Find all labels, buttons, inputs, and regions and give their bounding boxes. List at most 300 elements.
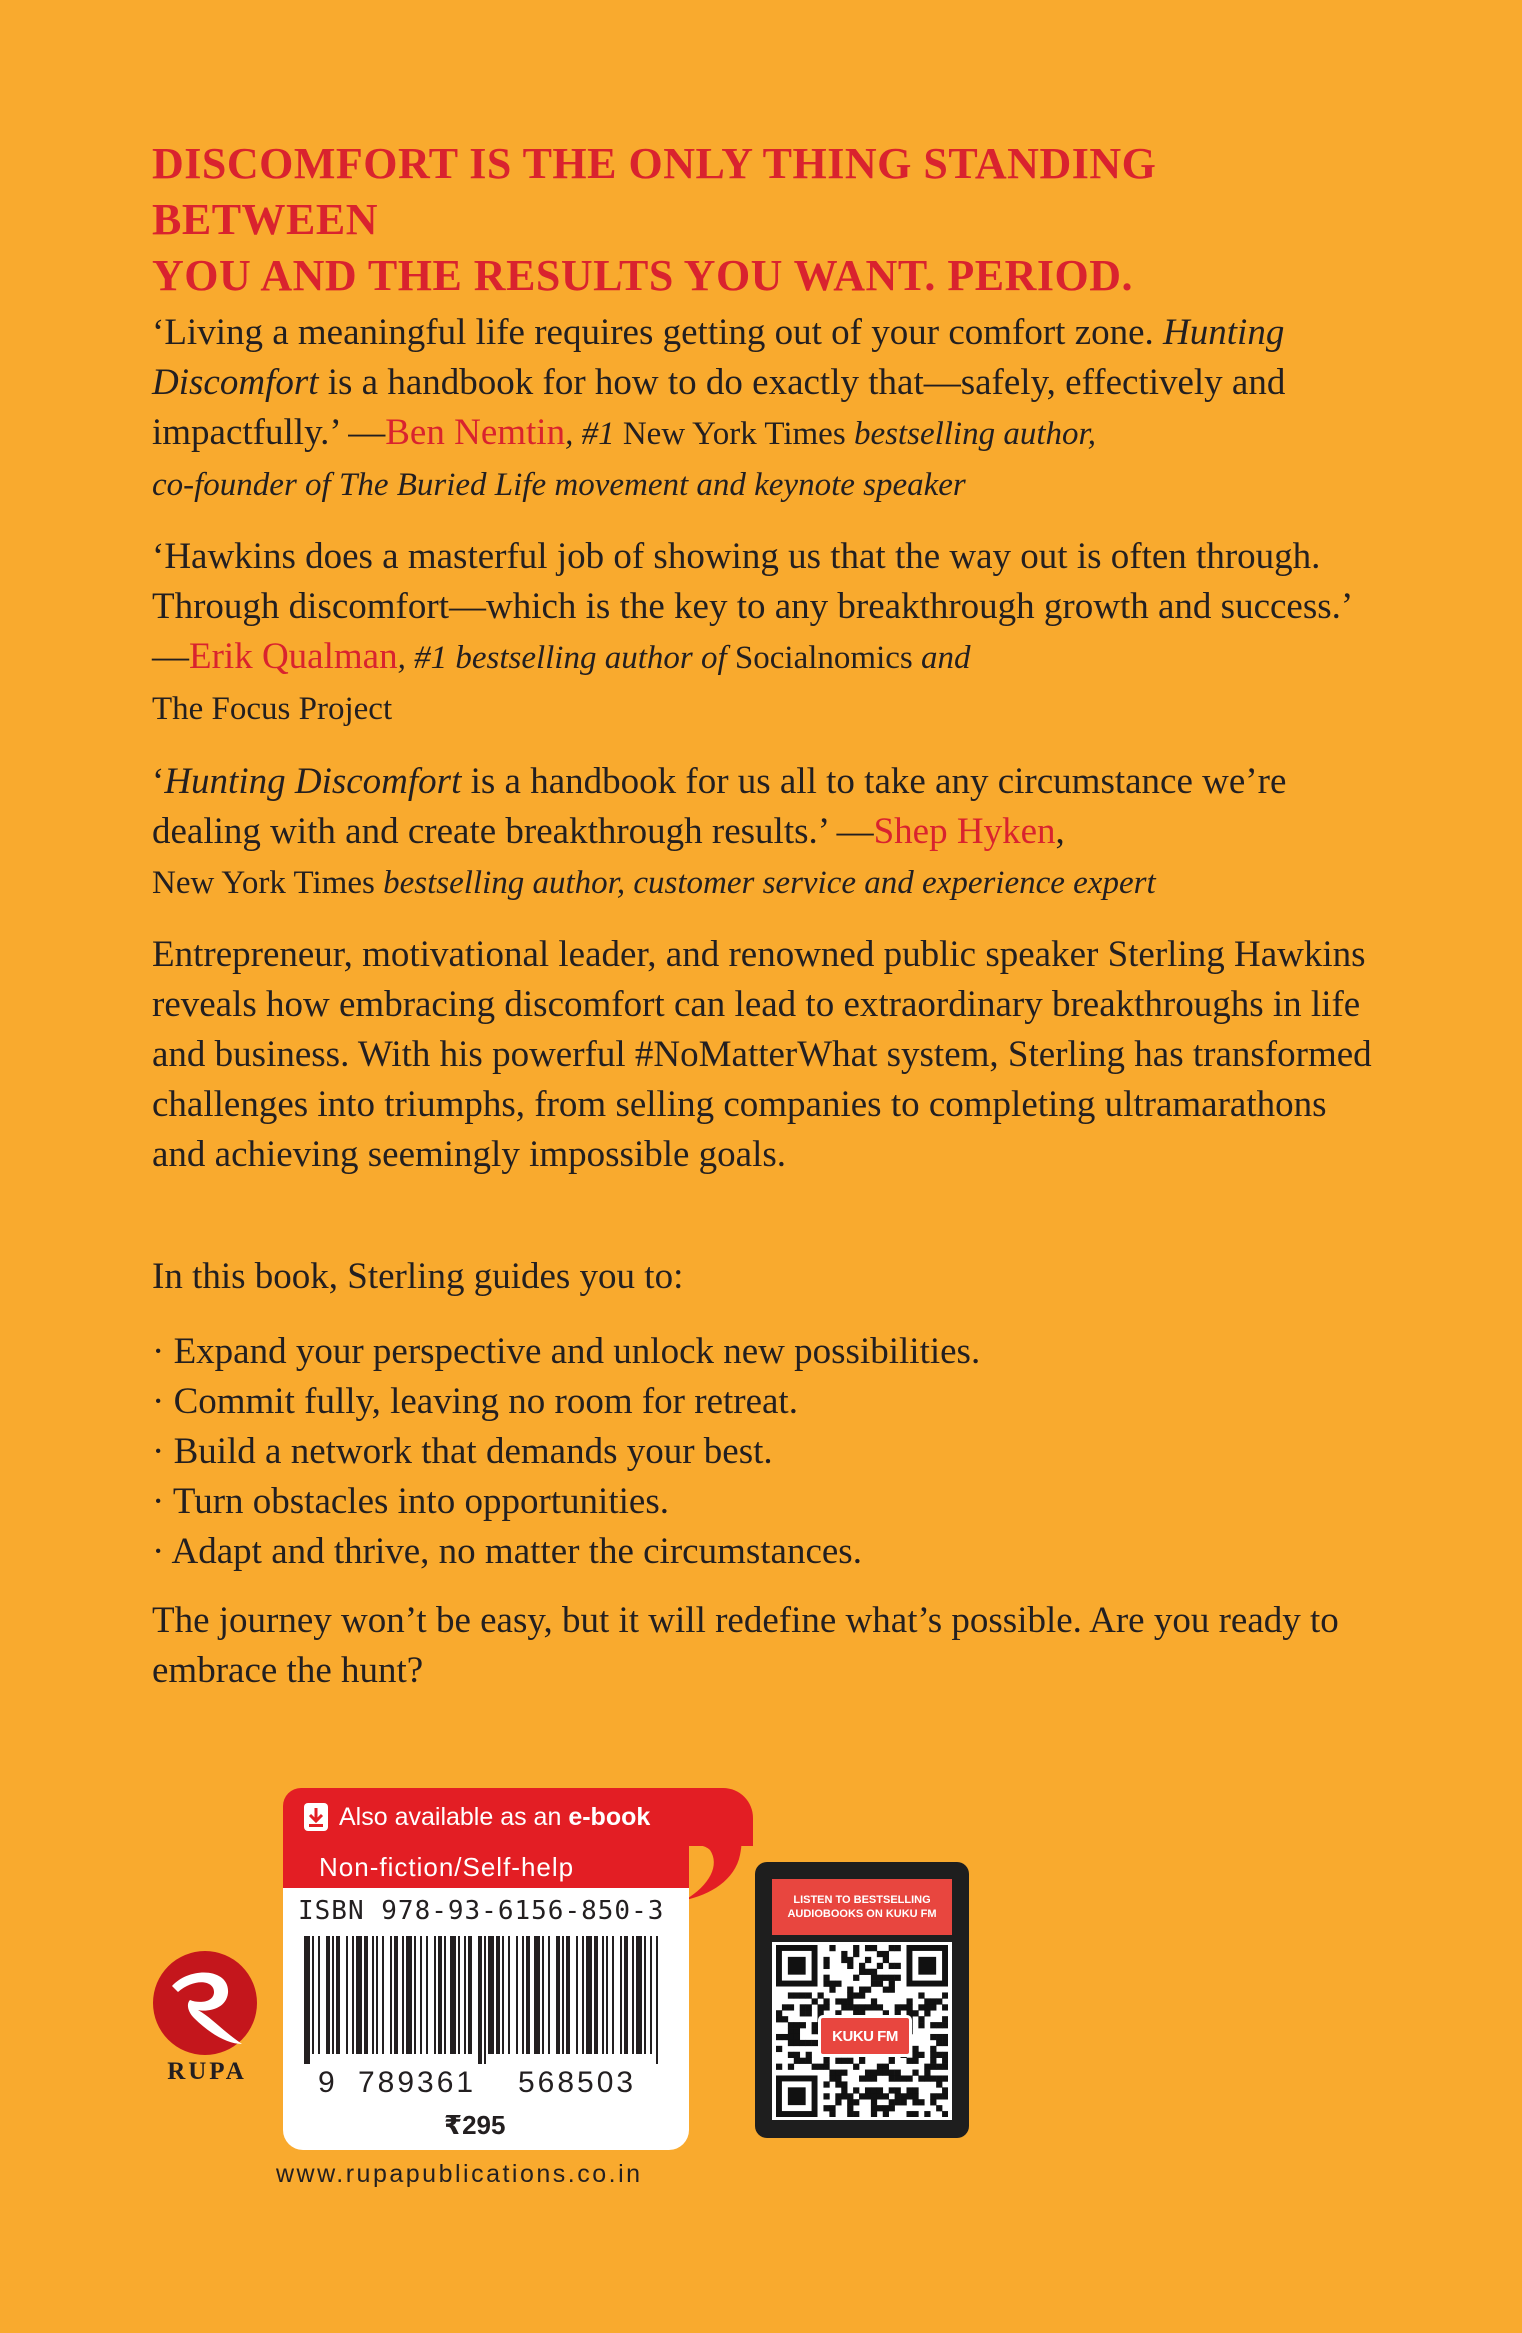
barcode-bar	[426, 1936, 428, 2054]
qr-module	[841, 2087, 847, 2093]
qr-module	[800, 2022, 806, 2028]
qr-module	[853, 2099, 859, 2105]
qr-module	[930, 2034, 936, 2040]
qr-module	[841, 2004, 847, 2010]
qr-module	[835, 1998, 841, 2004]
qr-module	[883, 2111, 889, 2117]
barcode-bar	[304, 1936, 310, 2064]
qr-module	[942, 2052, 948, 2058]
barcode-bar	[312, 1936, 314, 2054]
qr-module	[895, 2075, 901, 2081]
qr-module	[806, 2010, 812, 2016]
barcode-bar	[582, 1936, 584, 2054]
qr-finder	[918, 1957, 936, 1975]
quote-text: is a handbook for how to do exactly that—safely, effectively and impactfully.’ —	[152, 362, 1286, 453]
price: ₹295	[444, 2110, 506, 2140]
qr-module	[853, 1975, 859, 1981]
qr-module	[942, 2034, 948, 2040]
barcode-bar	[464, 1936, 466, 2054]
qr-module	[823, 2058, 829, 2064]
publisher-name: RUPA	[167, 2058, 247, 2085]
qr-module	[936, 2052, 942, 2058]
qr-module	[847, 1987, 853, 1993]
qr-module	[877, 2105, 883, 2111]
qr-module	[800, 2040, 806, 2046]
qr-module	[912, 2099, 918, 2105]
barcode-bar	[526, 1936, 530, 2054]
barcode-bar	[468, 1936, 472, 2054]
qr-module	[829, 1945, 835, 1951]
qr-module	[853, 2064, 859, 2070]
qr-module	[924, 2004, 930, 2010]
qr-module	[942, 2087, 948, 2093]
qr-module	[776, 2010, 782, 2016]
qr-module	[865, 2004, 871, 2010]
quote-text: is a handbook for us all to take any circumstance we’re dealing with and create breakthrough results.’ —	[152, 761, 1287, 852]
qr-module	[924, 2070, 930, 2076]
qr-module	[865, 1969, 871, 1975]
qr-module	[877, 1951, 883, 1957]
headline-line-2: YOU AND THE RESULTS YOU WANT. PERIOD.	[152, 251, 1134, 300]
qr-module	[847, 2004, 853, 2010]
qr-module	[912, 2052, 918, 2058]
qr-module	[930, 2052, 936, 2058]
category-label: Non-fiction/Self-help	[283, 1846, 689, 1888]
barcode-bar	[406, 1936, 412, 2054]
qr-module	[877, 2093, 883, 2099]
qr-module	[841, 2070, 847, 2076]
barcode-bar	[478, 1936, 482, 2064]
author-credential: and	[912, 640, 971, 676]
qr-module	[865, 2070, 871, 2076]
barcode-bar	[516, 1936, 518, 2054]
qr-module	[847, 1957, 853, 1963]
qr-module	[818, 2064, 824, 2070]
qr-module	[841, 1951, 847, 1957]
barcode-bar	[444, 1936, 446, 2054]
qr-module	[865, 1957, 871, 1963]
book-description: Entrepreneur, motivational leader, and renowned public speaker Sterling Hawkins reveals how embracing discomfort can lead to extraordinary breakthroughs in life and business. With his powerful #NoMatterWhat system, Sterling has transformed challenges into triumphs, from selling companies to completing ultramarathons and achieving seemingly impossible goals.	[152, 934, 1372, 1175]
qr-module	[800, 2004, 806, 2010]
qr-module	[806, 2040, 812, 2046]
qr-module	[942, 2075, 948, 2081]
qr-module	[924, 2111, 930, 2117]
qr-module	[829, 2070, 835, 2076]
qr-module	[930, 1998, 936, 2004]
author-credential: bestselling author, customer service and experience expert	[383, 865, 1156, 901]
qr-module	[794, 2022, 800, 2028]
ebook-text	[339, 1803, 650, 1832]
barcode-bar	[594, 1936, 598, 2054]
qr-module	[912, 2070, 918, 2076]
qr-module	[895, 2093, 901, 2099]
qr-module	[823, 2093, 829, 2099]
qr-module	[788, 1992, 794, 1998]
list-item: · Build a network that demands your best.	[152, 1431, 773, 1472]
barcode-bar	[644, 1936, 646, 2054]
qr-module	[812, 2064, 818, 2070]
qr-module	[788, 2064, 794, 2070]
qr-module	[865, 2093, 871, 2099]
qr-module	[906, 2058, 912, 2064]
qr-module	[895, 2099, 901, 2105]
qr-module	[895, 2004, 901, 2010]
barcode-bar	[502, 1936, 504, 2054]
qr-module	[918, 2004, 924, 2010]
qr-module	[859, 2004, 865, 2010]
qr-module	[877, 2064, 883, 2070]
qr-module	[859, 2058, 865, 2064]
qr-module	[835, 2058, 841, 2064]
qr-module	[877, 2087, 883, 2093]
qr-module	[871, 2075, 877, 2081]
qr-module	[936, 2040, 942, 2046]
barcode-bar	[420, 1936, 422, 2054]
qr-module	[823, 1963, 829, 1969]
qr-module	[794, 2052, 800, 2058]
barcode-bar	[576, 1936, 578, 2054]
barcode-bar	[566, 1936, 570, 2054]
barcode-digits-right: 568503	[518, 2066, 637, 2099]
qr-module	[883, 1957, 889, 1963]
qr-module	[847, 2099, 853, 2105]
qr-module	[812, 2022, 818, 2028]
qr-module	[853, 2004, 859, 2010]
author-credential: , #1	[565, 416, 623, 452]
qr-module	[871, 1981, 877, 1987]
qr-finder	[788, 2087, 806, 2105]
qr-module	[924, 1998, 930, 2004]
barcode-bar	[542, 1936, 544, 2054]
barcode-bar	[612, 1936, 614, 2054]
qr-module	[901, 2093, 907, 2099]
qr-module	[794, 2034, 800, 2040]
qr-module	[901, 2004, 907, 2010]
qr-module	[776, 2064, 782, 2070]
qr-module	[883, 2070, 889, 2076]
qr-module	[823, 2105, 829, 2111]
qr-module	[806, 2004, 812, 2010]
qr-module	[823, 1957, 829, 1963]
bullets-intro: In this book, Sterling guides you to:	[152, 1256, 684, 1297]
qr-module	[788, 2040, 794, 2046]
qr-module	[776, 2046, 782, 2052]
quote-author: Ben Nemtin	[385, 412, 566, 453]
barcode-bar	[632, 1936, 634, 2054]
qr-module	[841, 2081, 847, 2087]
barcode-bar	[508, 1936, 510, 2054]
qr-module	[871, 1945, 877, 1951]
qr-module	[847, 1992, 853, 1998]
qr-module	[912, 2093, 918, 2099]
qr-module	[901, 2075, 907, 2081]
qr-module	[853, 2087, 859, 2093]
ebook-prefix: Also available as an	[339, 1802, 569, 1831]
qr-module	[936, 1998, 942, 2004]
qr-module	[912, 2010, 918, 2016]
qr-module	[936, 2022, 942, 2028]
headline-line-1: DISCOMFORT IS THE ONLY THING STANDING BETWEEN	[152, 139, 1157, 244]
qr-module	[800, 1992, 806, 1998]
qr-module	[883, 1951, 889, 1957]
qr-module	[912, 2087, 918, 2093]
qr-module	[871, 2093, 877, 2099]
qr-module	[918, 2099, 924, 2105]
barcode-bar	[352, 1936, 354, 2054]
qr-module	[800, 2010, 806, 2016]
qr-module	[930, 2046, 936, 2052]
qr-module	[812, 1998, 818, 2004]
barcode-bar	[602, 1936, 604, 2054]
qr-module	[859, 1992, 865, 1998]
barcode-digit-first: 9	[318, 2066, 335, 2099]
barcode-bar	[382, 1936, 384, 2054]
rupa-logo-icon	[150, 1948, 260, 2058]
qr-module	[889, 1975, 895, 1981]
qr-module	[853, 1945, 859, 1951]
barcode-bar	[656, 1936, 658, 2064]
qr-module	[883, 2105, 889, 2111]
qr-module	[847, 2093, 853, 2099]
qr-module	[906, 2075, 912, 2081]
qr-module	[853, 1951, 859, 1957]
qr-module	[871, 2111, 877, 2117]
qr-module	[883, 2093, 889, 2099]
book-title: Hunting Discomfort	[164, 761, 462, 802]
qr-module	[847, 1963, 853, 1969]
qr-module	[936, 2064, 942, 2070]
qr-module	[794, 1992, 800, 1998]
qr-module	[823, 1981, 829, 1987]
barcode-bar	[438, 1936, 442, 2054]
qr-module	[865, 1987, 871, 1993]
barcode-bar	[562, 1936, 564, 2054]
qr-module	[835, 2099, 841, 2105]
barcode-bar	[326, 1936, 330, 2054]
qr-module	[906, 2004, 912, 2010]
barcode-bar	[606, 1936, 608, 2054]
barcode-bar	[332, 1936, 334, 2054]
barcode-bar	[488, 1936, 494, 2054]
qr-module	[865, 2087, 871, 2093]
barcode-bar	[650, 1936, 652, 2054]
qr-module	[788, 2022, 794, 2028]
qr-module	[906, 2087, 912, 2093]
qr-module	[877, 2004, 883, 2010]
qr-module	[942, 1992, 948, 1998]
qr-module	[782, 2016, 788, 2022]
qr-module	[930, 2058, 936, 2064]
qr-module	[918, 2016, 924, 2022]
qr-module	[823, 1975, 829, 1981]
list-item: · Turn obstacles into opportunities.	[152, 1481, 669, 1522]
qr-module	[895, 1975, 901, 1981]
publisher-website: www.rupapublications.co.in	[276, 2160, 643, 2188]
qr-module	[823, 1998, 829, 2004]
author-credential: , #1 bestselling author of	[397, 640, 735, 676]
qr-module	[889, 2105, 895, 2111]
quote-author: Shep Hyken	[873, 811, 1056, 852]
quote-erik-qualman	[152, 532, 1382, 734]
barcode-bar	[620, 1936, 622, 2054]
qr-module	[942, 2016, 948, 2022]
isbn: ISBN 978-93-6156-850-3	[298, 1896, 665, 1926]
qr-module	[865, 2075, 871, 2081]
barcode-bar	[534, 1936, 540, 2054]
barcode-bar	[556, 1936, 560, 2054]
qr-module	[906, 1998, 912, 2004]
qr-module	[835, 2075, 841, 2081]
qr-module	[889, 1981, 895, 1987]
list-item: · Commit fully, leaving no room for retreat.	[152, 1381, 798, 1422]
qr-module	[841, 2093, 847, 2099]
qr-module	[877, 1981, 883, 1987]
qr-module	[871, 2004, 877, 2010]
qr-module	[812, 2040, 818, 2046]
quote-author: Erik Qualman	[189, 636, 398, 677]
qr-module	[901, 2099, 907, 2105]
barcode-bar	[372, 1936, 374, 2054]
qr-module	[895, 2070, 901, 2076]
qr-module	[829, 2105, 835, 2111]
barcode-bar	[336, 1936, 340, 2054]
qr-module	[924, 2064, 930, 2070]
list-item: · Adapt and thrive, no matter the circumstances.	[152, 1531, 862, 1572]
author-credential: New York Times	[622, 416, 846, 452]
quote-ben-nemtin	[152, 308, 1382, 510]
qr-module	[871, 2099, 877, 2105]
qr-module	[794, 2040, 800, 2046]
qr-module	[782, 2034, 788, 2040]
qr-module	[942, 2040, 948, 2046]
qr-module	[823, 2064, 829, 2070]
qr-module	[806, 2058, 812, 2064]
qr-finder	[788, 1957, 806, 1975]
author-credential: The Focus Project	[152, 691, 393, 727]
qr-module	[924, 2075, 930, 2081]
qr-module	[859, 2093, 865, 2099]
barcode-bar	[522, 1936, 524, 2054]
qr-module	[889, 2099, 895, 2105]
barcode-bar	[394, 1936, 398, 2054]
qr-module	[895, 1945, 901, 1951]
barcode-bar	[390, 1936, 392, 2054]
qr-module	[829, 1987, 835, 1993]
barcode-bar	[376, 1936, 378, 2054]
qr-module	[912, 2058, 918, 2064]
qr-module	[829, 2075, 835, 2081]
qr-module	[812, 2028, 818, 2034]
qr-module	[829, 1981, 835, 1987]
qr-module	[936, 2105, 942, 2111]
qr-module	[930, 2022, 936, 2028]
qr-module	[942, 2058, 948, 2064]
qr-module	[889, 2058, 895, 2064]
qr-module	[829, 2111, 835, 2117]
qr-module	[889, 2075, 895, 2081]
qr-module	[936, 2081, 942, 2087]
qr-module	[806, 2052, 812, 2058]
qr-module	[942, 2004, 948, 2010]
qr-module	[835, 2093, 841, 2099]
qr-module	[859, 1969, 865, 1975]
qr-module	[889, 2070, 895, 2076]
qr-module	[906, 2093, 912, 2099]
qr-module	[889, 1945, 895, 1951]
author-credential: co-founder of The Buried Life movement and keynote speaker	[152, 467, 966, 503]
qr-module	[930, 2093, 936, 2099]
book-title: Hunting	[1163, 312, 1285, 353]
qr-module	[835, 2070, 841, 2076]
barcode-bar	[458, 1936, 460, 2054]
barcode-bar	[318, 1936, 320, 2054]
qr-module	[942, 2111, 948, 2117]
list-item: · Expand your perspective and unlock new possibilities.	[152, 1331, 981, 1372]
qr-module	[871, 2070, 877, 2076]
download-icon	[303, 1802, 329, 1832]
qr-module	[906, 2111, 912, 2117]
qr-module	[918, 2075, 924, 2081]
qr-module	[871, 2087, 877, 2093]
qr-module	[889, 1987, 895, 1993]
qr-module	[865, 1945, 871, 1951]
qr-module	[942, 2093, 948, 2099]
barcode-bar	[346, 1936, 348, 2054]
qr-module	[942, 2064, 948, 2070]
qr-module	[806, 1992, 812, 1998]
qr-module	[847, 2111, 853, 2117]
kuku-header: LISTEN TO BESTSELLING AUDIOBOOKS ON KUKU FM	[772, 1879, 952, 1935]
qr-module	[859, 1963, 865, 1969]
quote-text: ‘Living a meaningful life requires getting out of your comfort zone.	[152, 312, 1164, 353]
barcode-bar	[364, 1936, 368, 2054]
qr-module	[871, 2105, 877, 2111]
bullet-list	[152, 1327, 1382, 1577]
qr-module	[936, 2093, 942, 2099]
barcode-bar	[402, 1936, 404, 2054]
barcode-bar	[496, 1936, 500, 2054]
barcode-bar	[548, 1936, 550, 2054]
closing-paragraph: The journey won’t be easy, but it will redefine what’s possible. Are you ready to embrace the hunt?	[152, 1600, 1339, 1691]
barcode-bar	[450, 1936, 456, 2054]
qr-module	[841, 1957, 847, 1963]
qr-module	[818, 2004, 824, 2010]
barcode-bar	[434, 1936, 436, 2054]
qr-module	[942, 2022, 948, 2028]
punctuation: ,	[1055, 811, 1065, 852]
qr-module	[853, 2111, 859, 2117]
quote-shep-hyken	[152, 757, 1382, 908]
qr-module	[877, 2070, 883, 2076]
qr-module	[776, 2034, 782, 2040]
qr-module	[930, 2099, 936, 2105]
book-title: Discomfort	[152, 362, 319, 403]
ebook-bold: e-book	[568, 1802, 651, 1831]
qr-module	[936, 2075, 942, 2081]
qr-module	[889, 1963, 895, 1969]
qr-module	[918, 2052, 924, 2058]
qr-module	[847, 2058, 853, 2064]
qr-module	[853, 1992, 859, 1998]
qr-module	[889, 2087, 895, 2093]
qr-module	[835, 1981, 841, 1987]
qr-module	[883, 1975, 889, 1981]
qr-module	[841, 1998, 847, 2004]
kuku-fm-logo: KUKU FM	[818, 2015, 912, 2057]
qr-module	[788, 2004, 794, 2010]
qr-module	[835, 2081, 841, 2087]
barcode-bar	[624, 1936, 628, 2054]
